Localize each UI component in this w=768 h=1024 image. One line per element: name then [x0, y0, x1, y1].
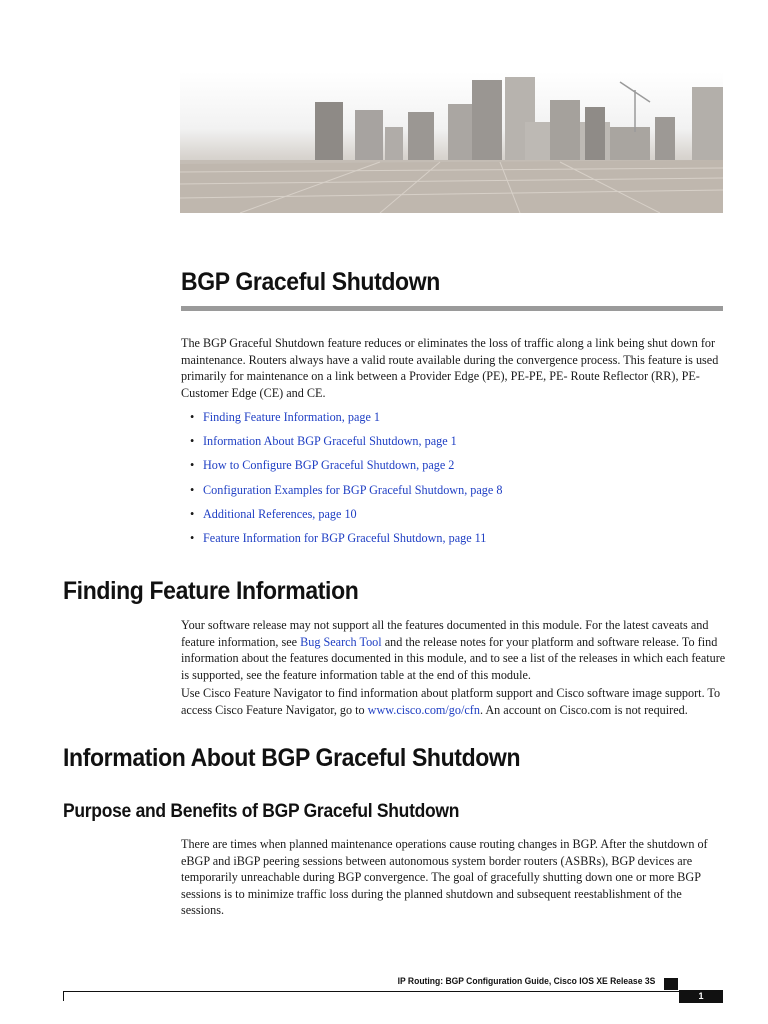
footer-doc-title: IP Routing: BGP Configuration Guide, Cisco IOS XE Release 3S — [397, 976, 655, 987]
title-rule — [181, 306, 723, 311]
toc-item — [181, 457, 502, 481]
information-about-heading: Information About BGP Graceful Shutdown — [63, 744, 521, 772]
finding-feature-information-heading: Finding Feature Information — [63, 577, 359, 605]
bullet-icon: • — [190, 434, 195, 449]
bug-search-tool-link[interactable]: Bug Search Tool — [300, 634, 382, 649]
toc-link-how-to-configure[interactable]: How to Configure BGP Graceful Shutdown, page 2 — [203, 458, 455, 473]
cisco-feature-navigator-link[interactable]: www.cisco.com/go/cfn — [367, 702, 480, 717]
toc-link-additional-references[interactable]: Additional References, page 10 — [203, 506, 357, 521]
toc-item — [181, 530, 502, 554]
toc-item — [181, 482, 502, 506]
page-title: BGP Graceful Shutdown — [181, 268, 440, 296]
toc-item — [181, 506, 502, 530]
text-span: Use Cisco Feature Navigator to find information about platform support and Cisco software image support. To access Cisco Feature Navigator, go to — [181, 686, 721, 717]
toc-link-information-about[interactable]: Information About BGP Graceful Shutdown, page 1 — [203, 434, 457, 449]
toc-link-configuration-examples[interactable]: Configuration Examples for BGP Graceful Shutdown, page 8 — [203, 482, 503, 497]
toc-item — [181, 433, 502, 457]
finding-paragraph-2 — [181, 685, 726, 718]
toc-link-finding-feature-information[interactable]: Finding Feature Information, page 1 — [203, 410, 381, 424]
header-image — [180, 72, 723, 213]
footer-marker — [664, 978, 678, 990]
bullet-icon: • — [190, 410, 195, 424]
purpose-paragraph: There are times when planned maintenance operations cause routing changes in BGP. After the shutdown of eBGP and iBGP peering sessions between autonomous system border routers (ASBRs), BGP devices are temporarily unreachable during BGP convergence. The goal of gracefully shutting down one or more BGP sessions is to minimize traffic loss during the planned shutdown and subsequent reestablishment of the sessions. — [181, 837, 708, 918]
footer-tick — [63, 991, 64, 1001]
toc-link-feature-information[interactable]: Feature Information for BGP Graceful Shutdown, page 11 — [203, 530, 487, 545]
bullet-icon: • — [190, 506, 195, 521]
toc-list — [181, 409, 502, 554]
intro-paragraph: The BGP Graceful Shutdown feature reduces or eliminates the loss of traffic along a link being shut down for maintenance. Routers always have a valid route available during the convergence process. This feature is used primarily for maintenance on a link between a Provider Edge (PE), PE-PE, PE- Route Reflector (RR), PE-Customer Edge (CE) and CE. — [181, 336, 719, 400]
city-skyline-illustration — [180, 72, 723, 213]
text-span: and the release notes for your platform and software release. To find information about the features documented in this module, and to see a list of the releases in which each feature is supported, see the feature information table at the end of this module. — [181, 634, 726, 682]
text-span: . An account on Cisco.com is not required. — [479, 702, 688, 717]
bullet-icon: • — [190, 530, 195, 545]
toc-item — [181, 409, 502, 433]
page-number: 1 — [679, 990, 723, 1003]
text-span: Your software release may not support all the features documented in this module. For the latest caveats and feature information, see — [181, 618, 709, 649]
bullet-icon: • — [190, 458, 195, 473]
finding-paragraph-1 — [181, 617, 726, 683]
bullet-icon: • — [190, 482, 195, 497]
footer-rule — [63, 991, 679, 992]
purpose-and-benefits-heading: Purpose and Benefits of BGP Graceful Shutdown — [63, 801, 460, 822]
